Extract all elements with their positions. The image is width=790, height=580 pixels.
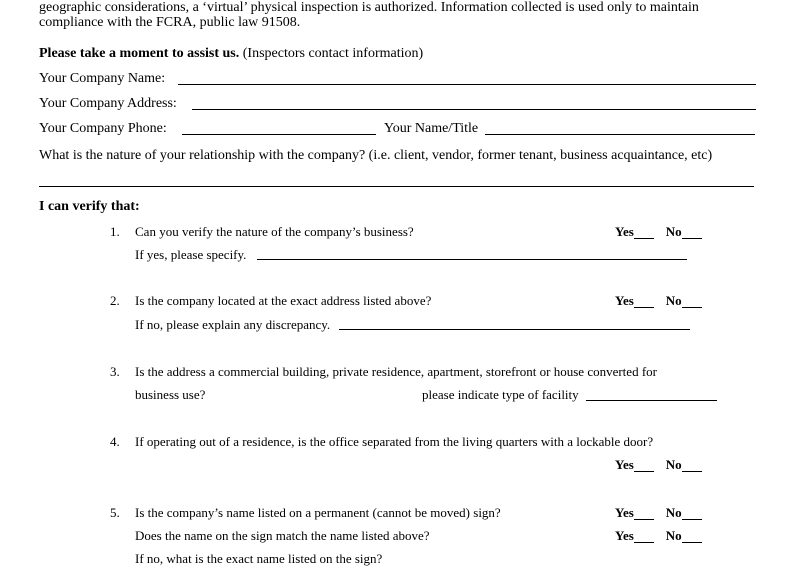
question-5-text: Is the company’s name listed on a permanent (cannot be moved) sign? [135, 505, 501, 520]
question-5b-yes-no [615, 528, 702, 543]
no-label: No [665, 505, 682, 520]
question-1-text: Can you verify the nature of the company’s business? [135, 224, 414, 239]
relationship-field[interactable] [39, 186, 754, 187]
question-4-no-blank[interactable] [682, 459, 702, 472]
question-5-number: 5. [110, 505, 120, 520]
question-5b-no-blank[interactable] [682, 530, 702, 543]
verify-heading: I can verify that: [39, 199, 140, 214]
question-5-followup: If no, what is the exact name listed on the sign? [135, 551, 383, 566]
question-3-text-continued: business use? [135, 387, 206, 402]
question-2-no-blank[interactable] [682, 295, 702, 308]
question-2-number: 2. [110, 293, 120, 308]
question-1-followup: If yes, please specify. [135, 247, 247, 262]
question-4-yes-no [615, 457, 702, 472]
no-label: No [665, 224, 682, 239]
no-label: No [665, 528, 682, 543]
no-label: No [665, 293, 682, 308]
company-name-label: Your Company Name: [39, 71, 166, 86]
question-4-yes-blank[interactable] [634, 459, 654, 472]
question-4-number: 4. [110, 434, 120, 449]
intro-line-1: geographic considerations, a ‘virtual’ physical inspection is authorized. Information collected is used only to maintain [39, 0, 699, 15]
question-1-followup-field[interactable] [257, 259, 687, 260]
question-3-followup: please indicate type of facility [422, 387, 579, 402]
company-phone-field[interactable] [182, 134, 376, 135]
name-title-label: Your Name/Title [384, 121, 479, 136]
question-2-yes-blank[interactable] [634, 295, 654, 308]
question-5-yes-no [615, 505, 702, 520]
yes-label: Yes [615, 457, 634, 472]
question-1-no-blank[interactable] [682, 226, 702, 239]
question-3-text: Is the address a commercial building, private residence, apartment, storefront or house converted for [135, 364, 657, 379]
company-address-field[interactable] [192, 109, 756, 110]
question-4-text: If operating out of a residence, is the office separated from the living quarters with a lockable door? [135, 434, 654, 449]
question-2-followup-field[interactable] [339, 329, 690, 330]
name-title-field[interactable] [485, 134, 755, 135]
question-1-yes-blank[interactable] [634, 226, 654, 239]
assist-heading-rest: (Inspectors contact information) [239, 46, 424, 61]
company-name-field[interactable] [178, 84, 756, 85]
question-2-text: Is the company located at the exact address listed above? [135, 293, 432, 308]
question-2-followup: If no, please explain any discrepancy. [135, 317, 331, 332]
company-address-label: Your Company Address: [39, 96, 177, 111]
relationship-question: What is the nature of your relationship with the company? (i.e. client, vendor, former tenant, business acquaintance, etc) [39, 148, 713, 163]
question-1-yes-no [615, 224, 702, 239]
assist-heading [39, 46, 423, 62]
yes-label: Yes [615, 293, 634, 308]
question-3-facility-field[interactable] [586, 400, 717, 401]
question-5-no-blank[interactable] [682, 507, 702, 520]
yes-label: Yes [615, 505, 634, 520]
question-5b-yes-blank[interactable] [634, 530, 654, 543]
no-label: No [665, 457, 682, 472]
intro-line-2: compliance with the FCRA, public law 91508. [39, 15, 301, 30]
company-phone-label: Your Company Phone: [39, 121, 167, 136]
question-5-yes-blank[interactable] [634, 507, 654, 520]
assist-heading-bold: Please take a moment to assist us. [39, 46, 240, 61]
question-5-text-continued: Does the name on the sign match the name listed above? [135, 528, 430, 543]
question-1-number: 1. [110, 224, 120, 239]
yes-label: Yes [615, 224, 634, 239]
question-2-yes-no [615, 293, 702, 308]
question-3-number: 3. [110, 364, 120, 379]
yes-label: Yes [615, 528, 634, 543]
